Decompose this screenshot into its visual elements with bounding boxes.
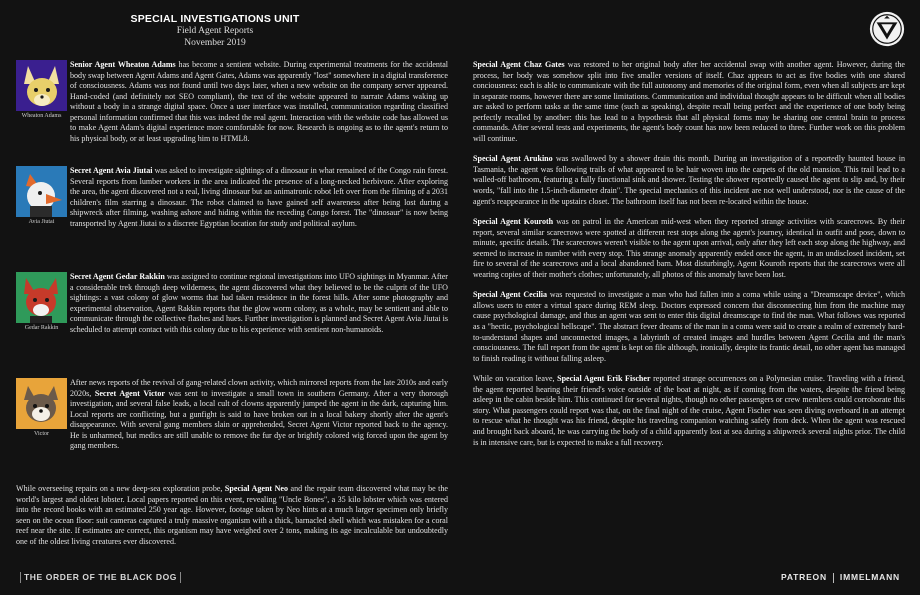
avatar-gedar-rakkin (16, 272, 67, 323)
footer-patreon: PATREON (781, 572, 827, 582)
report-text: was swallowed by a shower drain this month. During an investigation of a reportedly haunted house in Tasmania, the agent was following trails of what appeared to be hair woven into the carpets of the old mansion. This trail lead to a walled-off bathroom, featuring a fully functional sink and shower. Testing the shower reportedly caused the agent to slip and, by their words, "fall into the 1.5-inch-diameter drain". The special mechanics of this incident are not well understood, nor is the cause of the agent's reappearance in the upstairs closet. The bathroom itself has not been re-located within the house. (473, 154, 905, 206)
report-subtitle: Field Agent Reports (176, 26, 254, 36)
agent-name: Special Agent Chaz Gates (473, 60, 565, 69)
avatar-wheaton-adams (16, 60, 67, 111)
report-text: was assigned to continue regional investigations into UFO sightings in Myanmar. After a considerable trek through deep wilderness, the agent discovered what they believed to be the culprit of the UFO sightings: a vast colony of glow worms that had taken residence in the forest hills. After some photography and experimental observation, Agent Rakkin reports that the glow worm colony, as a whole, may be sentient and able to communicate through the collective flashes and hues. Further investigation is planned and Secret Agent Avia Jiutai is scheduled to attempt contact with this colony due to his experience with sentient non-humanoids. (70, 272, 448, 334)
report-text: was requested to investigate a man who had fallen into a coma while using a "Dreamscape device", which allows users to enter a virtual space during REM sleep. Doctors expressed concern that disconnecting him from the machine may cause psychological damage, and thus an agent was sent to enter this digital dreamscape to find the man. What follows was reported as a "hectic, psychological hellscape". The abstract fever dreams of the man in a coma were said to create a realm of extremely hard-to-understand shapes and unconnected images, a labyrinth of created images and hurdles between Agent Cecilia and the man's consciousness. The full report from the agent is kept on file although, ironically, despite its frantic detail, no other agent has managed to finish reading it without falling asleep. (473, 290, 905, 363)
report-date: November 2019 (184, 38, 246, 48)
agent-name: Senior Agent Wheaton Adams (70, 60, 176, 69)
report-text: reported strange occurrences on a Polynesian cruise. Traveling with a friend, the agent reported hearing their friend's voice outside of the boat at night, as if coming from the waters, despite the friend being asleep in the cabin beside him. This continued for several nights, though no other passengers or crew members could corroborate this story. What passengers could report was that, on the final night of the cruise, Agent Fischer was seen diving overboard in an attempt to rescue what he thought was his friend, despite his traveling companion watching safely from deck. When the agent was rescued and brought back aboard, he was carrying the body of a child apparently lost at sea during a shipwreck several nights prior. The child is in intensive care, but is expected to make a full recovery. (473, 374, 905, 447)
report-text: has become a sentient website. During experimental treatments for the accidental body swap between Agent Adams and Agent Gates, Adams was apparently "lost" somewhere in a digital transference of consciousness. Adams was not found until two days later, when a new website on the company server appeared. Hand-coded (and definitely not SEO compliant), the text of the website appeared to narrate Adams waking up without a body in a strange digital space. Once a user interface was installed, communication regarding classified personal information confirmed that this was indeed the real agent. Interaction with the website code has allowed us to make Agent Adam's digital experience more comfortable for now. Research is ongoing as to the agent's return to his physical body, or at least upgrading him to HTML8. (70, 60, 448, 143)
avatar-caption: Avia Jiutai (28, 219, 55, 225)
report-text-intro: After news reports of the revival of gang-related clown activity, which mirrored reports from the late 2010s and early 2020s, (70, 378, 448, 398)
footer-credits (781, 572, 900, 583)
report-entry-chaz-gates (473, 60, 905, 144)
report-header (110, 13, 320, 49)
agent-name: Secret Agent Victor (94, 388, 165, 398)
report-entry-victor (16, 378, 448, 474)
report-text: was on patrol in the American mid-west when they reported strange activities with scarecrows. By their report, several similar scarecrows were spotted at different rest stops along the agent's journey, identical in outfit and pose, down to minute, specific details. The scarecrows weren't visible to the agent upon arrival, only after they left each stop along the highway, and seemed to increase in number with every stop. This strange anomaly apparently ended once the agent, in an undisclosed incident, set fire to several of the scarecrows and a local abandoned barn. Most disturbingly, Agent Kouroth reports that the scarecrows were all wearing copies of their mother's clothes; unfortunately, all photos of this anomaly have been lost. (473, 217, 905, 279)
unit-title: SPECIAL INVESTIGATIONS UNIT (130, 13, 300, 25)
footer-immelmann: IMMELMANN (839, 572, 900, 582)
report-entry-wheaton-adams (16, 60, 448, 156)
avatar-caption: Victor (34, 431, 49, 437)
avatar-victor (16, 378, 67, 429)
avatar-caption: Wheaton Adams (21, 113, 62, 119)
report-entry-neo (16, 484, 448, 547)
report-text: was sent to investigate a small town in southern Germany. After a very thorough investigation, and several false leads, a local cult of clowns apparently jumped the agent in the dark, capturing him. Local reports are conflicting, but a gunfight is said to have broken out in a local bakery shortly after the agent's disappearance. With several gang members slain or apprehended, Secret Agent Victor reported back to the agency. He is unharmed, but medics are still unable to remove the fur dye or brightly colored wig forced upon the agent by gang members. (70, 388, 449, 451)
report-text: was restored to her original body after her accidental swap with another agent. However, during the process, her body was somehow split into five smaller versions of itself. Chaz appears to act as five bodies with one shared conciousness: each is able to communicate with the full autonomy and memories of the original form, even when all subjects are kept in separate rooms, however there are some limitations. Communication and individual thought appears to be difficult when all bodies are asked to perform tasks at the same time (such as speaking), despite recall being perfect and the experience of one body being perfectly recalled by another: this has lead to a hypothesis that all physical forms may be sharing one central brain to process commands. After several tests and experiments, the agent's body count has now been reduced to three. Further work on this problem will continue. (473, 60, 905, 143)
left-column (16, 60, 448, 557)
report-text-intro: While on vacation leave, (473, 374, 558, 384)
agent-name: Secret Agent Gedar Rakkin (70, 272, 165, 281)
report-text-intro: While overseeing repairs on a new deep-sea exploration probe, (16, 484, 225, 493)
report-entry-avia-jiutai (16, 166, 448, 262)
report-entry-kouroth (473, 217, 905, 280)
agent-name: Secret Agent Avia Jiutai (70, 166, 153, 175)
footer-divider (833, 573, 834, 583)
agent-name: Special Agent Neo (224, 484, 289, 493)
report-entry-gedar-rakkin (16, 272, 448, 368)
report-entry-cecilia (473, 290, 905, 364)
avatar-avia-jiutai (16, 166, 67, 217)
report-entry-arukino (473, 154, 905, 207)
agent-name: Special Agent Erik Fischer (557, 374, 651, 384)
order-emblem-icon (868, 10, 906, 48)
agent-name: Special Agent Cecilia (473, 290, 548, 300)
avatar-caption: Gedar Rakkin (24, 325, 59, 331)
report-text: was asked to investigate sightings of a dinosaur in what remained of the Congo rain forest. Several reports from lumber workers in the area indicated the presence of a long-necked herbivore. After exploring the area, the agent discovered not a real, living dinosaur but an animatronic robot left over from the filming of a 2031 children's film starring a dinosaur. The robot claimed to have gained self awareness after being lost during a shipwreck after filming, washing ashore and hiding within the receding Congo forest. The "dinosaur" is now being transported by Agent Jiutai to a discrete Egyptian location for study and political asylum. (70, 166, 448, 228)
footer-order-label: THE ORDER OF THE BLACK DOG (20, 572, 181, 583)
report-entry-erik-fischer (473, 374, 905, 448)
report-text: and the repair team discovered what may be the world's largest and oldest lobster. Local papers reported on this event, revealing "Uncle Bones", a 35 kilo lobster which was entered into the record books with an estimated 250 year age. However, footage taken by Neo hints at a much larger specimen only briefly seen on the ocean floor: suit cameras captured a truly massive organism with a thick, barnacled shell which was mistaken for a coral reef near the site. If estimates are correct, this organism may have weighed over 2 tons, making its age incalculable but undoubtedly one of the oldest living creatures ever discovered. (16, 484, 449, 546)
agent-name: Special Agent Arukino (473, 154, 553, 164)
right-column (473, 60, 905, 458)
agent-name: Special Agent Kouroth (473, 217, 554, 227)
